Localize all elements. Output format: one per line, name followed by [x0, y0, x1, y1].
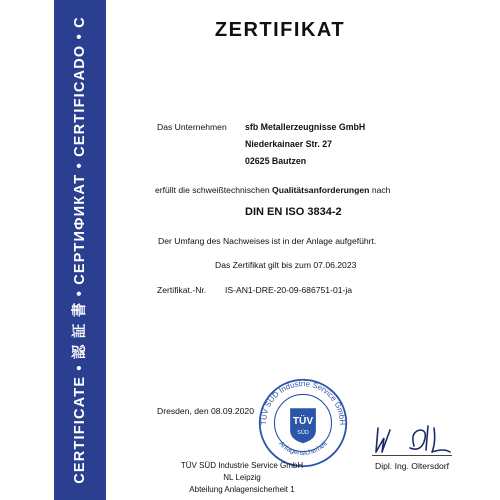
signature-icon [370, 422, 455, 456]
fulfills-bold: Qualitätsanforderungen [272, 185, 370, 195]
seal-logo-top: TÜV [292, 415, 314, 427]
validity-text: Das Zertifikat gilt bis zum 07.06.2023 [215, 260, 357, 270]
fulfills-post: nach [369, 185, 391, 195]
scope-text: Der Umfang des Nachweises ist in der Anlage aufgeführt. [158, 236, 377, 246]
issuer-line1: TÜV SÜD Industrie Service GmbH [180, 461, 304, 470]
cert-no-value: IS-AN1-DRE-20-09-686751-01-ja [225, 285, 353, 295]
seal-logo-bottom: SÜD [297, 430, 309, 437]
certificate-side-band [54, 0, 106, 500]
signature-line [372, 455, 452, 456]
cert-no-label: Zertifikat.-Nr. [157, 285, 207, 295]
company-city: 02625 Bautzen [245, 156, 307, 166]
company-name: sfb Metallerzeugnisse GmbH [245, 122, 366, 132]
band-text: CERTIFICATE • 認 証 書 • СЕРТИФИКАТ • CERTIFICADO • C [72, 16, 88, 484]
signatory-name: Dipl. Ing. Oltersdorf [374, 461, 450, 471]
issuer-line2: NL Leipzig [223, 473, 261, 482]
company-street: Niederkainaer Str. 27 [245, 139, 333, 149]
place-date: Dresden, den 08.09.2020 [157, 406, 254, 416]
fulfills-pre: erfüllt die schweißtechnischen [155, 185, 273, 195]
standard-name: DIN EN ISO 3834-2 [245, 206, 342, 218]
document-title: ZERTIFIKAT [214, 19, 346, 41]
tuv-logo-icon [290, 408, 316, 443]
seal-bottom-text: Anlagensicherheit [277, 440, 329, 457]
tuv-seal-stamp [257, 377, 349, 469]
issuer-line3: Abteilung Anlagensicherheit 1 [189, 485, 295, 494]
fulfills-sentence [155, 185, 390, 195]
company-label: Das Unternehmen [157, 122, 227, 132]
seal-ring-text: TÜV SÜD Industrie Service GmbH [259, 379, 347, 426]
